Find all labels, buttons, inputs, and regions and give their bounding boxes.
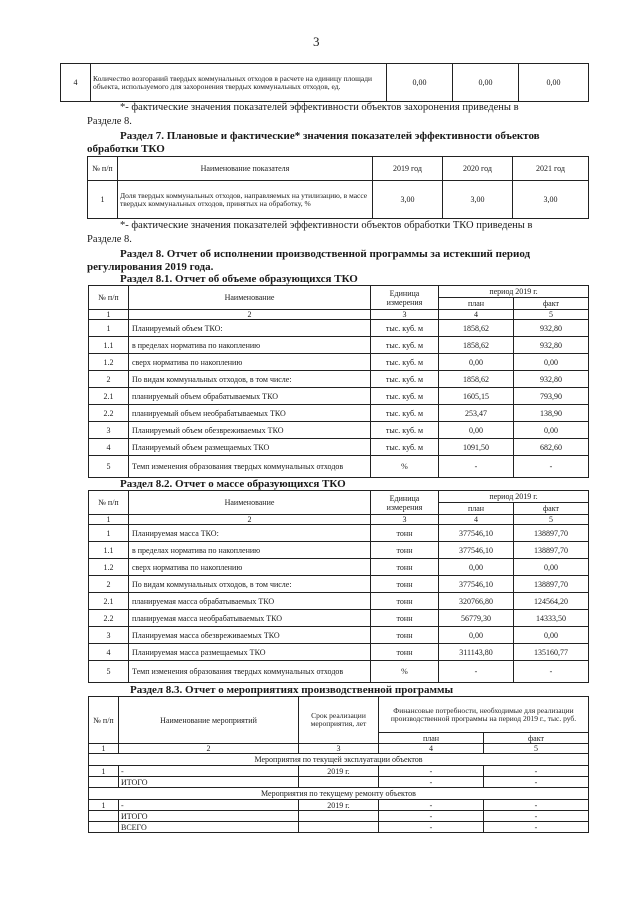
row-fact: 932,80: [514, 337, 589, 354]
header-unit: Единица измерения: [371, 491, 439, 515]
table-row: [89, 627, 589, 644]
column-index: 3: [371, 515, 439, 525]
row-unit: тонн: [371, 627, 439, 644]
row-unit: тыс. куб. м: [371, 422, 439, 439]
row-plan: 56779,30: [439, 610, 514, 627]
footnote-landfill-cont: Разделе 8.: [87, 116, 132, 127]
column-index: 2: [129, 310, 371, 320]
header-name: Наименование мероприятий: [119, 697, 299, 744]
row-fact: -: [484, 822, 589, 833]
table-row: [89, 576, 589, 593]
section-8-title-cont: регулирования 2019 года.: [87, 261, 214, 273]
table-row: [88, 181, 589, 219]
row-plan: 311143,80: [439, 644, 514, 661]
row-plan: -: [379, 822, 484, 833]
row-number: 3: [89, 627, 129, 644]
row-fact: 138,90: [514, 405, 589, 422]
row-fact: -: [514, 661, 589, 683]
row-plan: 253,47: [439, 405, 514, 422]
row-name: планируемая масса необрабатываемых ТКО: [129, 610, 371, 627]
group-header-row: [89, 788, 589, 800]
row-name: планируемая масса обрабатываемых ТКО: [129, 593, 371, 610]
row-number: 4: [89, 644, 129, 661]
header-plan: план: [439, 298, 514, 310]
header-2019: 2019 год: [373, 157, 443, 181]
header-name: Наименование показателя: [118, 157, 373, 181]
row-number: 5: [89, 456, 129, 478]
row-fact: 682,60: [514, 439, 589, 456]
column-index: 1: [89, 744, 119, 754]
column-index: 2: [129, 515, 371, 525]
column-index: 1: [89, 310, 129, 320]
row-name: Планируемый объем ТКО:: [129, 320, 371, 337]
row-fact: -: [514, 456, 589, 478]
header-fact: факт: [484, 733, 589, 744]
column-index: 5: [514, 310, 589, 320]
total-row: [89, 811, 589, 822]
table-row: [89, 644, 589, 661]
row-number: 1: [89, 800, 119, 811]
row-unit: тыс. куб. м: [371, 354, 439, 371]
table-header-row: [89, 697, 589, 733]
table-row: [89, 766, 589, 777]
row-name: Планируемый объем обезвреживаемых ТКО: [129, 422, 371, 439]
row-number: 1.2: [89, 354, 129, 371]
row-name: ИТОГО: [119, 777, 299, 788]
row-plan: 377546,10: [439, 542, 514, 559]
column-index: 4: [439, 515, 514, 525]
row-fact: 124564,20: [514, 593, 589, 610]
row-fact: -: [484, 800, 589, 811]
group-header-row: [89, 754, 589, 766]
header-num: № п/п: [89, 491, 129, 515]
row-plan: 1858,62: [439, 371, 514, 388]
row-fact: 0,00: [514, 627, 589, 644]
table-row: [89, 525, 589, 542]
header-fact: факт: [514, 503, 589, 515]
table-row: [89, 405, 589, 422]
column-index: 2: [119, 744, 299, 754]
efficiency-table-processing: [87, 156, 589, 219]
header-period: период 2019 г.: [439, 491, 589, 503]
header-num: № п/п: [89, 286, 129, 310]
footnote-text: *- фактические значения показателей эффективности объектов захоронения приведены в: [120, 102, 519, 113]
row-unit: тонн: [371, 559, 439, 576]
footnote-processing-cont: Разделе 8.: [87, 234, 132, 245]
row-fact: 0,00: [514, 559, 589, 576]
column-index: 3: [299, 744, 379, 754]
header-name: Наименование: [129, 491, 371, 515]
row-plan: 377546,10: [439, 525, 514, 542]
header-fact: факт: [514, 298, 589, 310]
row-name: Планируемый объем размещаемых ТКО: [129, 439, 371, 456]
row-name: Планируемая масса ТКО:: [129, 525, 371, 542]
table-row: [89, 337, 589, 354]
row-fact: 138897,70: [514, 525, 589, 542]
row-name: Темп изменения образования твердых коммунальных отходов: [129, 661, 371, 683]
row-unit: %: [371, 661, 439, 683]
row-plan: -: [379, 811, 484, 822]
page-number: 3: [313, 34, 320, 49]
table-row: [89, 371, 589, 388]
row-number: 1: [88, 181, 118, 219]
row-unit: %: [371, 456, 439, 478]
row-name: -: [119, 800, 299, 811]
row-fact: 0,00: [514, 354, 589, 371]
row-plan: 320766,80: [439, 593, 514, 610]
total-row: [89, 777, 589, 788]
row-number: 1.2: [89, 559, 129, 576]
column-index: 3: [371, 310, 439, 320]
column-index: 5: [514, 515, 589, 525]
row-fact: 793,90: [514, 388, 589, 405]
table-row: [89, 593, 589, 610]
value-2021: 3,00: [513, 181, 589, 219]
header-financing: Финансовые потребности, необходимые для реализации производственной программы на период 2019 г., тыс. руб.: [379, 697, 589, 733]
section-8-title: Раздел 8. Отчет об исполнении производственной программы за истекший период: [120, 248, 531, 260]
table-row: [89, 439, 589, 456]
row-unit: тонн: [371, 644, 439, 661]
row-number: 1.1: [89, 542, 129, 559]
row-plan: 1858,62: [439, 337, 514, 354]
row-unit: тыс. куб. м: [371, 371, 439, 388]
row-number: 1: [89, 525, 129, 542]
efficiency-table-landfill: [60, 63, 589, 102]
row-fact: 138897,70: [514, 576, 589, 593]
row-number: 4: [61, 64, 91, 102]
measures-report-table: [88, 696, 589, 833]
table-row: [89, 422, 589, 439]
row-number: 2: [89, 371, 129, 388]
row-plan: 0,00: [439, 627, 514, 644]
value-2019: 3,00: [373, 181, 443, 219]
value-2019: 0,00: [387, 64, 453, 102]
section-8-1-title: Раздел 8.1. Отчет об объеме образующихся ТКО: [120, 273, 358, 285]
group-title: Мероприятия по текущему ремонту объектов: [89, 788, 589, 800]
row-name: ВСЕГО: [119, 822, 299, 833]
row-plan: -: [379, 766, 484, 777]
footnote-landfill: [120, 102, 590, 114]
column-index: 4: [439, 310, 514, 320]
row-number: 5: [89, 661, 129, 683]
indicator-name: Доля твердых коммунальных отходов, направляемых на утилизацию, в массе твердых коммунальных отходов, принятых на обработку, %: [118, 181, 373, 219]
column-index-row: [89, 310, 589, 320]
indicator-name: Количество возгораний твердых коммунальных отходов в расчете на единицу площади объекта, используемого для захоронения твердых коммунальных отходов, ед.: [91, 64, 387, 102]
row-fact: 138897,70: [514, 542, 589, 559]
value-2020: 3,00: [443, 181, 513, 219]
row-name: Планируемая масса обезвреживаемых ТКО: [129, 627, 371, 644]
row-name: сверх норматива по накоплению: [129, 559, 371, 576]
table-header-row: [89, 286, 589, 298]
group-title: Мероприятия по текущей эксплуатации объектов: [89, 754, 589, 766]
row-plan: 1605,15: [439, 388, 514, 405]
footnote-processing: *- фактические значения показателей эффективности объектов обработки ТКО приведены в: [120, 220, 533, 231]
header-plan: план: [379, 733, 484, 744]
column-index-row: [89, 744, 589, 754]
table-row: [89, 610, 589, 627]
row-number: 2.2: [89, 405, 129, 422]
section-8-2-title: Раздел 8.2. Отчет о массе образующихся ТКО: [120, 478, 346, 490]
row-number: 3: [89, 422, 129, 439]
row-fact: 932,80: [514, 320, 589, 337]
header-period: период 2019 г.: [439, 286, 589, 298]
row-name: Темп изменения образования твердых коммунальных отходов: [129, 456, 371, 478]
row-plan: -: [379, 800, 484, 811]
section-7-title-cont: обработки ТКО: [87, 143, 165, 155]
table-row: [89, 542, 589, 559]
row-number: 1: [89, 320, 129, 337]
header-term: Срок реализации мероприятия, лет: [299, 697, 379, 744]
header-num: № п/п: [89, 697, 119, 744]
table-row: [61, 64, 589, 102]
row-unit: тыс. куб. м: [371, 320, 439, 337]
row-term: 2019 г.: [299, 800, 379, 811]
row-unit: тонн: [371, 593, 439, 610]
header-num: № п/п: [88, 157, 118, 181]
row-number: 2.2: [89, 610, 129, 627]
row-name: По видам коммунальных отходов, в том числе:: [129, 371, 371, 388]
row-plan: 0,00: [439, 559, 514, 576]
section-7-title: Раздел 7. Плановые и фактические* значения показателей эффективности объектов: [120, 130, 540, 142]
row-unit: тыс. куб. м: [371, 337, 439, 354]
table-row: [89, 354, 589, 371]
table-row: [89, 320, 589, 337]
table-row: [89, 388, 589, 405]
table-row: [89, 456, 589, 478]
grand-total-row: [89, 822, 589, 833]
row-name: Планируемая масса размещаемых ТКО: [129, 644, 371, 661]
row-unit: тыс. куб. м: [371, 439, 439, 456]
row-fact: -: [484, 777, 589, 788]
row-name: планируемый объем обрабатываемых ТКО: [129, 388, 371, 405]
row-plan: -: [439, 456, 514, 478]
table-row: [89, 661, 589, 683]
row-name: -: [119, 766, 299, 777]
column-index: 4: [379, 744, 484, 754]
table-header-row: [89, 491, 589, 503]
header-plan: план: [439, 503, 514, 515]
row-fact: 135160,77: [514, 644, 589, 661]
row-name: ИТОГО: [119, 811, 299, 822]
row-name: сверх норматива по накоплению: [129, 354, 371, 371]
row-unit: тонн: [371, 542, 439, 559]
row-name: планируемый объем необрабатываемых ТКО: [129, 405, 371, 422]
row-unit: тыс. куб. м: [371, 405, 439, 422]
row-plan: 1858,62: [439, 320, 514, 337]
row-fact: 0,00: [514, 422, 589, 439]
row-plan: 0,00: [439, 422, 514, 439]
value-2020: 0,00: [453, 64, 519, 102]
row-term: 2019 г.: [299, 766, 379, 777]
table-header-row: [88, 157, 589, 181]
mass-report-table: [88, 490, 589, 683]
row-fact: -: [484, 811, 589, 822]
row-fact: -: [484, 766, 589, 777]
column-index: 5: [484, 744, 589, 754]
row-fact: 14333,50: [514, 610, 589, 627]
row-number: 2: [89, 576, 129, 593]
header-unit: Единица измерения: [371, 286, 439, 310]
row-unit: тонн: [371, 576, 439, 593]
row-plan: 377546,10: [439, 576, 514, 593]
header-name: Наименование: [129, 286, 371, 310]
row-unit: тыс. куб. м: [371, 388, 439, 405]
section-8-3-title: Раздел 8.3. Отчет о мероприятиях производственной программы: [130, 684, 454, 696]
row-name: в пределах норматива по накоплению: [129, 542, 371, 559]
row-fact: 932,80: [514, 371, 589, 388]
value-2021: 0,00: [519, 64, 589, 102]
row-name: в пределах норматива по накоплению: [129, 337, 371, 354]
row-plan: 0,00: [439, 354, 514, 371]
row-number: 2.1: [89, 388, 129, 405]
row-unit: тонн: [371, 610, 439, 627]
header-2021: 2021 год: [513, 157, 589, 181]
volume-report-table: [88, 285, 589, 478]
row-number: 2.1: [89, 593, 129, 610]
header-2020: 2020 год: [443, 157, 513, 181]
column-index-row: [89, 515, 589, 525]
row-number: 4: [89, 439, 129, 456]
row-name: По видам коммунальных отходов, в том числе:: [129, 576, 371, 593]
row-number: 1: [89, 766, 119, 777]
table-row: [89, 800, 589, 811]
table-row: [89, 559, 589, 576]
column-index: 1: [89, 515, 129, 525]
row-plan: -: [379, 777, 484, 788]
row-plan: 1091,50: [439, 439, 514, 456]
row-number: 1.1: [89, 337, 129, 354]
row-plan: -: [439, 661, 514, 683]
row-unit: тонн: [371, 525, 439, 542]
